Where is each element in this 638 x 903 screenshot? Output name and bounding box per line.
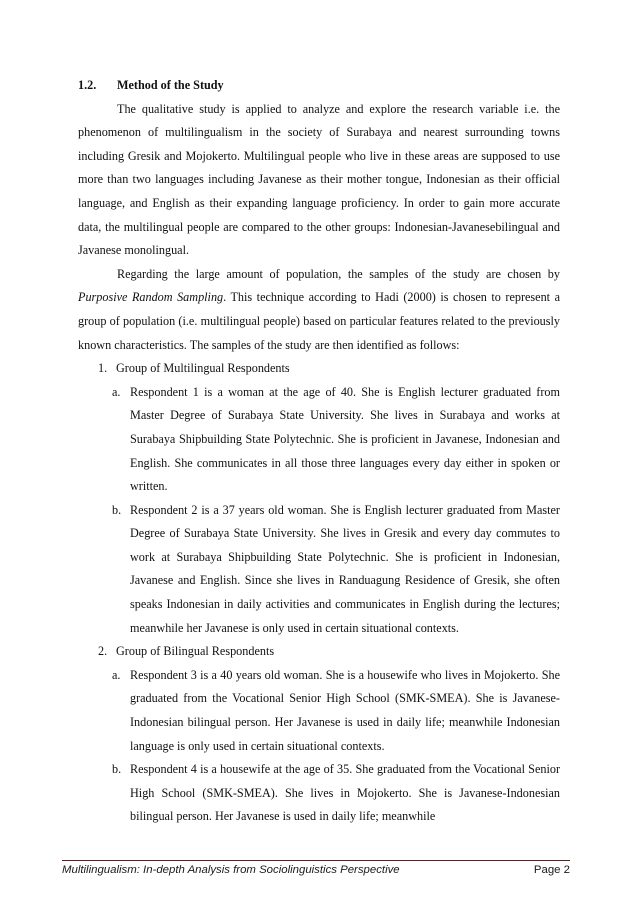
- list-item-text: Respondent 4 is a housewife at the age of 35. She graduated from the Vocational Senior High School (SMK-SMEA). She lives in Mojokerto. She is Javanese-Indonesian bilingual person. Her Javanese is used in daily life; meanwhile: [130, 762, 560, 824]
- paragraph-2-italic: Purposive Random Sampling: [78, 290, 224, 305]
- respondent-list: [78, 381, 560, 641]
- list-marker: a.: [112, 384, 121, 399]
- footer-divider: [62, 860, 570, 861]
- group-bilingual-items: [78, 664, 560, 829]
- list-marker: b.: [112, 762, 122, 777]
- list-marker: b.: [112, 502, 122, 517]
- body-text: [78, 74, 560, 829]
- respondent-groups-list: [78, 357, 560, 829]
- paragraph-2-before: Regarding the large amount of population, the samples of the study are chosen by: [117, 266, 560, 281]
- list-marker: 1.: [98, 361, 108, 376]
- respondent-list: [78, 664, 560, 829]
- footer-title: Multilingualism: In-depth Analysis from Sociolinguistics Perspective: [62, 864, 400, 876]
- list-item-text: Respondent 3 is a 40 years old woman. She is a housewife who lives in Mojokerto. She graduated from the Vocational Senior High School (SMK-SMEA). She is Javanese-Indonesian bilingual person. Her Javanese is used in daily life; meanwhile Indonesian language is only used in certain situational contexts.: [130, 667, 560, 753]
- group-label: Group of Multilingual Respondents: [116, 361, 290, 376]
- list-item-text: Respondent 1 is a woman at the age of 40. She is English lecturer graduated from Master Degree of Surabaya State University. She lives in Surabaya and works at Surabaya Shipbuilding State Polytechnic. She is proficient in Javanese, Indonesian and English. She communicates in all those three languages every day either in spoken or written.: [130, 384, 560, 494]
- paragraph-2: [78, 263, 560, 357]
- group-bilingual: [78, 640, 560, 664]
- group-label: Group of Bilingual Respondents: [116, 644, 275, 659]
- paragraph-1: The qualitative study is applied to analyze and explore the research variable i.e. the phenomenon of multilingualism in the society of Surabaya and nearest surrounding towns including Gresik and Mojokerto. Multilingual people who live in these areas are supposed to use more than two languages including Javanese as their mother tongue, Indonesian as their official language, and English as their expanding language proficiency. In order to gain more accurate data, the multilingual people are compared to the other groups: Indonesian-Javanesebilingual and Javanese monolingual.: [78, 101, 560, 258]
- page-number: Page 2: [533, 864, 570, 876]
- page-footer: [62, 864, 570, 876]
- group-multilingual: [78, 357, 560, 381]
- list-item: [78, 758, 560, 829]
- list-marker: 2.: [98, 644, 108, 659]
- list-marker: a.: [112, 667, 121, 682]
- section-title: Method of the Study: [117, 78, 224, 92]
- list-item: [78, 381, 560, 499]
- list-item: [78, 499, 560, 641]
- list-item: [78, 664, 560, 758]
- list-item-text: Respondent 2 is a 37 years old woman. She is English lecturer graduated from Master Degree of Surabaya State University. She lives in Gresik and every day commutes to work at Surabaya Shipbuilding State Polytechnic. She is proficient in Indonesian, Javanese and English. Since she lives in Randuagung Residence of Gresik, she often speaks Indonesian in daily activities and communicates in English during the lectures; meanwhile her Javanese is only used in certain situational contexts.: [130, 502, 560, 635]
- paragraph-2-after: . This technique according to Hadi (2000) is chosen to represent a group of population (i.e. multilingual people) based on particular features related to the previously known characteristics. The samples of the study are then identified as follows:: [78, 290, 560, 352]
- section-number: 1.2.: [78, 78, 97, 92]
- group-multilingual-items: [78, 381, 560, 641]
- section-heading: [78, 74, 560, 98]
